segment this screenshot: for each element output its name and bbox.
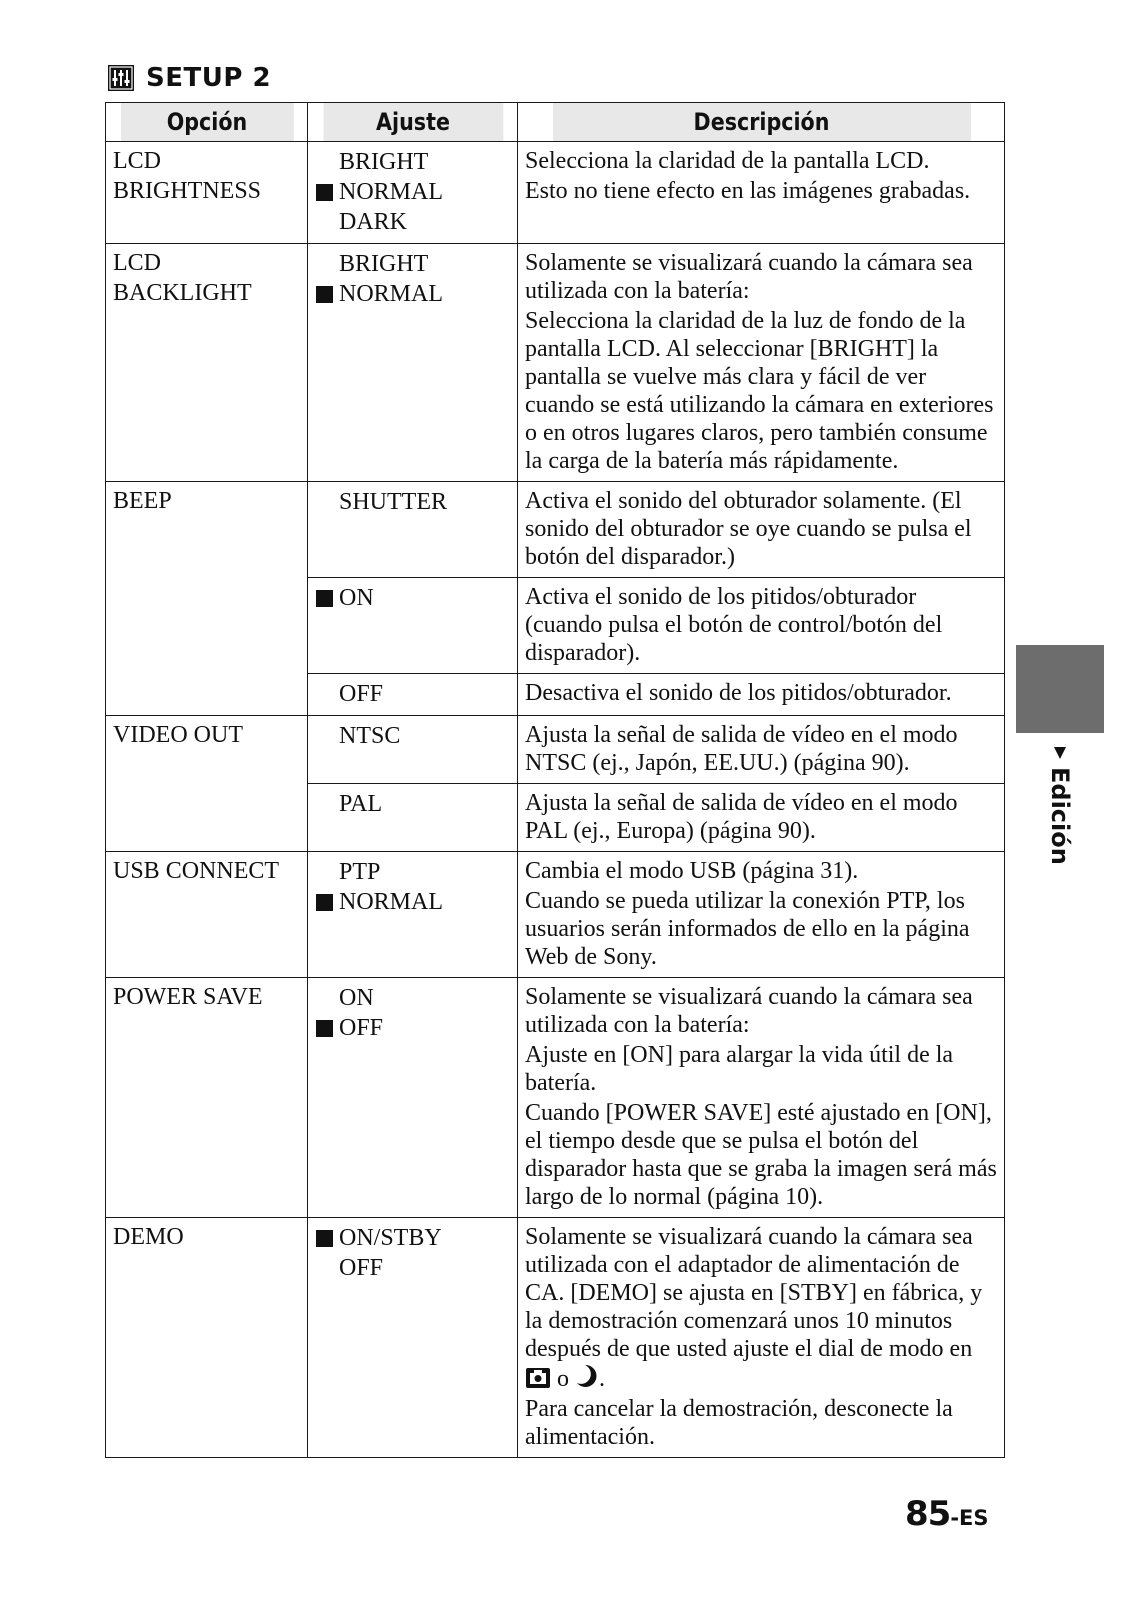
table-row-lcd-brightness (106, 142, 1005, 244)
setting-item: NTSC (339, 723, 401, 749)
section-tab-marker (1016, 645, 1104, 733)
default-setting-marker-icon (316, 1020, 333, 1037)
setting-item-default: NORMAL (316, 177, 513, 207)
setting-cell (308, 142, 518, 244)
default-setting-marker-icon (316, 590, 333, 607)
page-number: 85-ES (905, 1494, 989, 1534)
column-header-option: Opción (120, 103, 294, 142)
setting-cell (308, 1218, 518, 1458)
table-row-usb-connect (106, 852, 1005, 978)
default-setting-marker-icon (316, 894, 333, 911)
setting-cell (308, 784, 518, 852)
section-label: Edición (1046, 767, 1074, 865)
table-row-power-save (106, 978, 1005, 1218)
setting-item-default: OFF (316, 1013, 513, 1043)
setting-item-default: ON (316, 583, 513, 613)
setting-item: BRIGHT (339, 149, 429, 175)
description-cell: Solamente se visualizará cuando la cámara sea utilizada con la batería: Selecciona la claridad de la luz de fondo de la pantalla LCD. Al seleccionar [BRIGHT] la pantalla se vuelve más clara y fácil de ver cuando se está utilizando la cámara en exteriores o en otros lugares claros, pero también consume la carga de la batería más rápidamente. (518, 244, 1005, 482)
setting-item: BRIGHT (339, 251, 429, 277)
setting-item: PAL (339, 791, 383, 817)
setting-cell (308, 674, 518, 716)
setting-item: OFF (339, 681, 384, 707)
default-setting-marker-icon (316, 286, 333, 303)
twilight-mode-icon (575, 1363, 599, 1389)
setting-item: PTP (339, 859, 381, 885)
default-setting-marker-icon (316, 1230, 333, 1247)
option-cell: DEMO (106, 1218, 308, 1458)
option-cell: BEEP (106, 482, 308, 716)
setting-cell (308, 244, 518, 482)
description-cell: Ajusta la señal de salida de vídeo en el modo PAL (ej., Europa) (página 90). (518, 784, 1005, 852)
table-row-video-out-ntsc (106, 716, 1005, 784)
description-cell: Ajusta la señal de salida de vídeo en el modo NTSC (ej., Japón, EE.UU.) (página 90). (518, 716, 1005, 784)
column-header-setting: Ajuste (322, 103, 503, 142)
description-cell: Solamente se visualizará cuando la cámara sea utilizada con el adaptador de alimentación de CA. [DEMO] se ajusta en [STBY] en fábrica, y la demostración comenzará unos 10 minutos después de que usted ajuste el dial de modo en o . Para cancelar la demostración, desconecte la alimentación. (518, 1218, 1005, 1458)
setting-item: ON (339, 985, 374, 1011)
setting-cell (308, 978, 518, 1218)
setting-item-default: NORMAL (316, 887, 513, 917)
setting-item: DARK (339, 209, 408, 235)
table-header-row (106, 103, 1005, 142)
table-row-beep-shutter (106, 482, 1005, 578)
table-row-lcd-backlight (106, 244, 1005, 482)
option-cell (106, 142, 308, 244)
option-label: BRIGHTNESS (113, 178, 262, 204)
triangle-down-icon (1052, 745, 1068, 761)
default-setting-marker-icon (316, 184, 333, 201)
setting-item: OFF (339, 1255, 384, 1281)
option-cell: POWER SAVE (106, 978, 308, 1218)
setting-item-default: NORMAL (316, 279, 513, 309)
description-cell: Solamente se visualizará cuando la cámara sea utilizada con la batería: Ajuste en [ON] para alargar la vida útil de la batería. Cuando [POWER SAVE] esté ajustado en [ON], el tiempo desde que se pulsa el botón del disparador hasta que se graba la imagen será más largo de lo normal (página 10). (518, 978, 1005, 1218)
setup-table (105, 102, 1005, 1458)
column-header-description: Descripción (552, 103, 971, 142)
description-cell: Activa el sonido del obturador solamente. (El sonido del obturador se oye cuando se pulsa el botón del disparador.) (518, 482, 1005, 578)
setting-cell (308, 482, 518, 578)
description-cell: Cambia el modo USB (página 31). Cuando se pueda utilizar la conexión PTP, los usuarios serán informados de ello en la página Web de Sony. (518, 852, 1005, 978)
setting-cell (308, 852, 518, 978)
description-cell: Desactiva el sonido de los pitidos/obturador. (518, 674, 1005, 716)
setting-cell (308, 716, 518, 784)
option-cell: VIDEO OUT (106, 716, 308, 852)
setting-cell (308, 578, 518, 674)
option-cell: USB CONNECT (106, 852, 308, 978)
page-header (108, 62, 271, 94)
description-cell: Selecciona la claridad de la pantalla LCD. Esto no tiene efecto en las imágenes grabadas. (518, 142, 1005, 244)
option-label: LCD (113, 148, 161, 174)
table-row-demo (106, 1218, 1005, 1458)
setup-sliders-icon (108, 65, 134, 91)
page-title: SETUP 2 (146, 63, 272, 93)
setting-item: SHUTTER (339, 489, 447, 515)
option-cell: LCD BACKLIGHT (106, 244, 308, 482)
description-cell: Activa el sonido de los pitidos/obturador (cuando pulsa el botón de control/botón del disparador). (518, 578, 1005, 674)
section-side-label (1046, 745, 1074, 885)
setting-item-default: ON/STBY (316, 1223, 513, 1253)
camera-mode-icon (525, 1367, 551, 1389)
